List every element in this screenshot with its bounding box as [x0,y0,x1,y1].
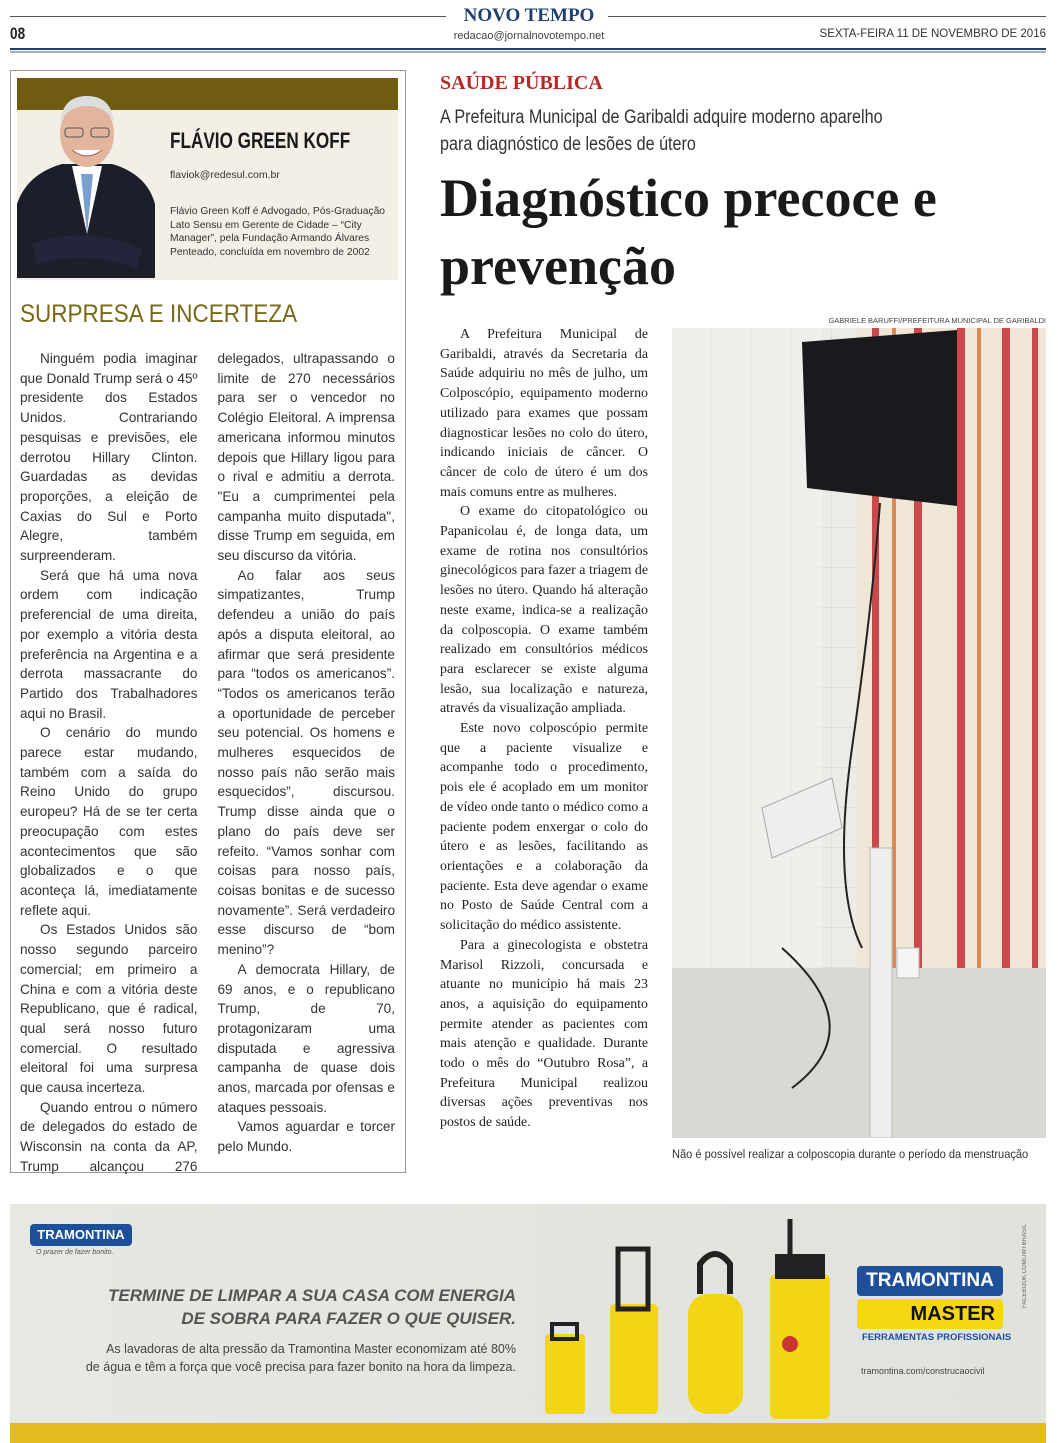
tramontina-ad[interactable] [10,1204,1046,1443]
paragraph: Será que há uma nova ordem com indicação preferencial de uma direita, por exemplo a vitória desta preferência na Argentina e a derrota massacrante do Partido dos Trabalhadores aqui no Brasil. [20,567,198,721]
paragraph: Vamos aguardar e torcer pelo Mundo. [217,1119,395,1155]
photo-caption: Não é possível realizar a colposcopia durante o período da menstruação [672,1147,1029,1161]
header-email: redacao@jornalnovotempo.net [453,30,605,42]
column-title: SURPRESA E INCERTEZA [20,300,298,328]
ad-headline-line: TERMINE DE LIMPAR A SUA CASA COM ENERGIA [107,1286,516,1305]
ad-url[interactable]: tramontina.com/construcaocivil [861,1366,985,1376]
header-divider-light [10,51,1046,53]
ad-body-line: de água e têm a força que você precisa para fazer bonito na hora da limpeza. [85,1360,516,1374]
tramontina-logo: TRAMONTINA [30,1224,132,1246]
ad-yellow-band [10,1423,1046,1443]
ad-logo-subtitle: FERRAMENTAS PROFISSIONAIS [862,1332,1012,1343]
header-date: SEXTA-FEIRA 11 DE NOVEMBRO DE 2016 [819,28,1046,40]
article-headline: Diagnóstico precoce e prevenção [440,168,937,296]
ad-body [86,1340,516,1376]
tramontina-master-logo-bottom: MASTER [857,1299,1003,1329]
article-photo [672,328,1046,1138]
article-subtitle: A Prefeitura Municipal de Garibaldi adquire moderno aparelho para diagnóstico de lesões de útero [440,107,883,155]
author-bio: Flávio Green Koff é Advogado, Pós-Graduação Lato Sensu em Gerente de Cidade – “City Manager”, pela Fundação Armando Álvares Penteado, concluída em novembro de 2002 [170,206,386,258]
paragraph: O exame do citopatológico ou Papanicolau é, de longa data, um exame de rotina nos consultórios ginecológicos para fazer a triagem de lesões no útero. Quando há alteração neste exame, indica-se a realização da colposcopia. O exame também realizado em consultórios médicos para esclarecer se existe alguma lesão, sua localização e natureza, através da visualização ampliada. [440,504,648,717]
paragraph: Os Estados Unidos são nosso segundo parceiro comercial; em primeiro a China e com a vitória deste Republicano, que é radical, qual será nosso futuro comercial. O resultado eleitoral foi uma surpresa que causa incerteza. [20,922,198,1096]
page-number: 08 [10,24,26,43]
ad-headline-line: DE SOBRA PARA FAZER O QUE QUISER. [181,1309,516,1328]
author-name: FLÁVIO GREEN KOFF [170,128,351,153]
ad-headline [108,1284,516,1330]
tramontina-master-logo-top: TRAMONTINA [857,1266,1003,1296]
paragraph: A democrata Hillary, de 69 anos, e o republicano Trump, de 70, protagonizaram uma disputada e agressiva campanha de quase dois anos, marcada por ofensas e ataques pessoais. [217,961,395,1115]
article-body [440,325,648,1133]
photo-credit: GABRIELE BARUFFI/PREFEITURA MUNICIPAL DE GARIBALDI [828,316,1046,325]
ad-tagline: O prazer de fazer bonito. [36,1249,114,1256]
paragraph: Quando entrou o número de delegados do estado de Wisconsin na conta da AP, Trump alcançou 276 delegados, ultrapassando o limite de 270 necessários para ser o vencedor no Colégio Eleitoral. A imprensa americana informou minutos depois que Hillary ligou para o rival e admitiu a derrota. "Eu a cumprimentei pela campanha muito disputada", disse Trump em seguida, em seu discurso da vitória. [20,351,395,1174]
ad-body-line: As lavadoras de alta pressão da Tramontina Master economizam até 80% [106,1342,516,1356]
header-divider [10,48,1046,50]
paragraph: O cenário do mundo parece estar mudando, também com a saída do Reino Unido do grupo europeu? Há de se ter certa preocupação com estes acontecimentos que são globalizados e o que aconteça lá, imediatamente reflete aqui. [20,725,198,918]
ad-facebook: FACEBOOK.COM/JWTBRASIL [1022,1224,1028,1309]
paragraph: Ninguém podia imaginar que Donald Trump será o 45º presidente dos Estados Unidos. Contrariando pesquisas e previsões, ele derrotou Hillary Clinton. Guardadas as devidas proporções, a eleição de Caxias do Sul e Porto Alegre, também surpreenderam. [20,351,198,564]
section-label: SAÚDE PÚBLICA [440,72,603,94]
masthead: NOVO TEMPO [463,5,595,26]
pressure-washers-image [540,1214,840,1424]
paragraph: A Prefeitura Municipal de Garibaldi, através da Secretaria da Saúde adquiriu no mês de julho, um Colposcópio, equipamento moderno utilizado para exames que possam diagnosticar lesões no colo do útero, indicando iniciais de câncer. O câncer de colo de útero é um dos mais comuns entre as mulheres. [440,327,648,500]
author-email: flaviok@redesul.com.br [170,169,280,181]
paragraph: Para a ginecologista e obstetra Marisol Rizzoli, concursada e atuante no município há mais 23 anos, a aquisição do equipamento permite atender as pacientes com mais atenção e qualidade. Durante todo o mês do “Outubro Rosa”, a Prefeitura Municipal realizou diversas ações preventivas nos postos de saúde. [440,937,648,1131]
author-photo [17,84,157,278]
paragraph: Ao falar aos seus simpatizantes, Trump defendeu a união do país após a disputa eleitoral, ao afirmar que será presidente para “todos os americanos”. “Todos os americanos terão a oportunidade de perceber seu potencial. Os homens e mulheres esquecidos de nosso país não serão mais esquecidos”, discursou. Trump disse ainda que o plano do país deve ser refeito. “Vamos sonhar com coisas para nosso país, coisas bonitas e de sucesso novamente”. Será verdadeiro esse discurso de “bom menino”? [217,567,395,958]
paragraph: Este novo colposcópio permite que a paciente visualize e acompanhe todo o procedimento, pois ele é acoplado em um monitor de vídeo onde tanto o médico como a paciente podem enxergar o colo do útero e as lesões, facilitando as orientações e a colaboração da paciente. Esta deve agendar o exame no Posto de Saúde Central com a solicitação do médico assistente. [440,721,648,934]
column-body [20,349,395,1177]
